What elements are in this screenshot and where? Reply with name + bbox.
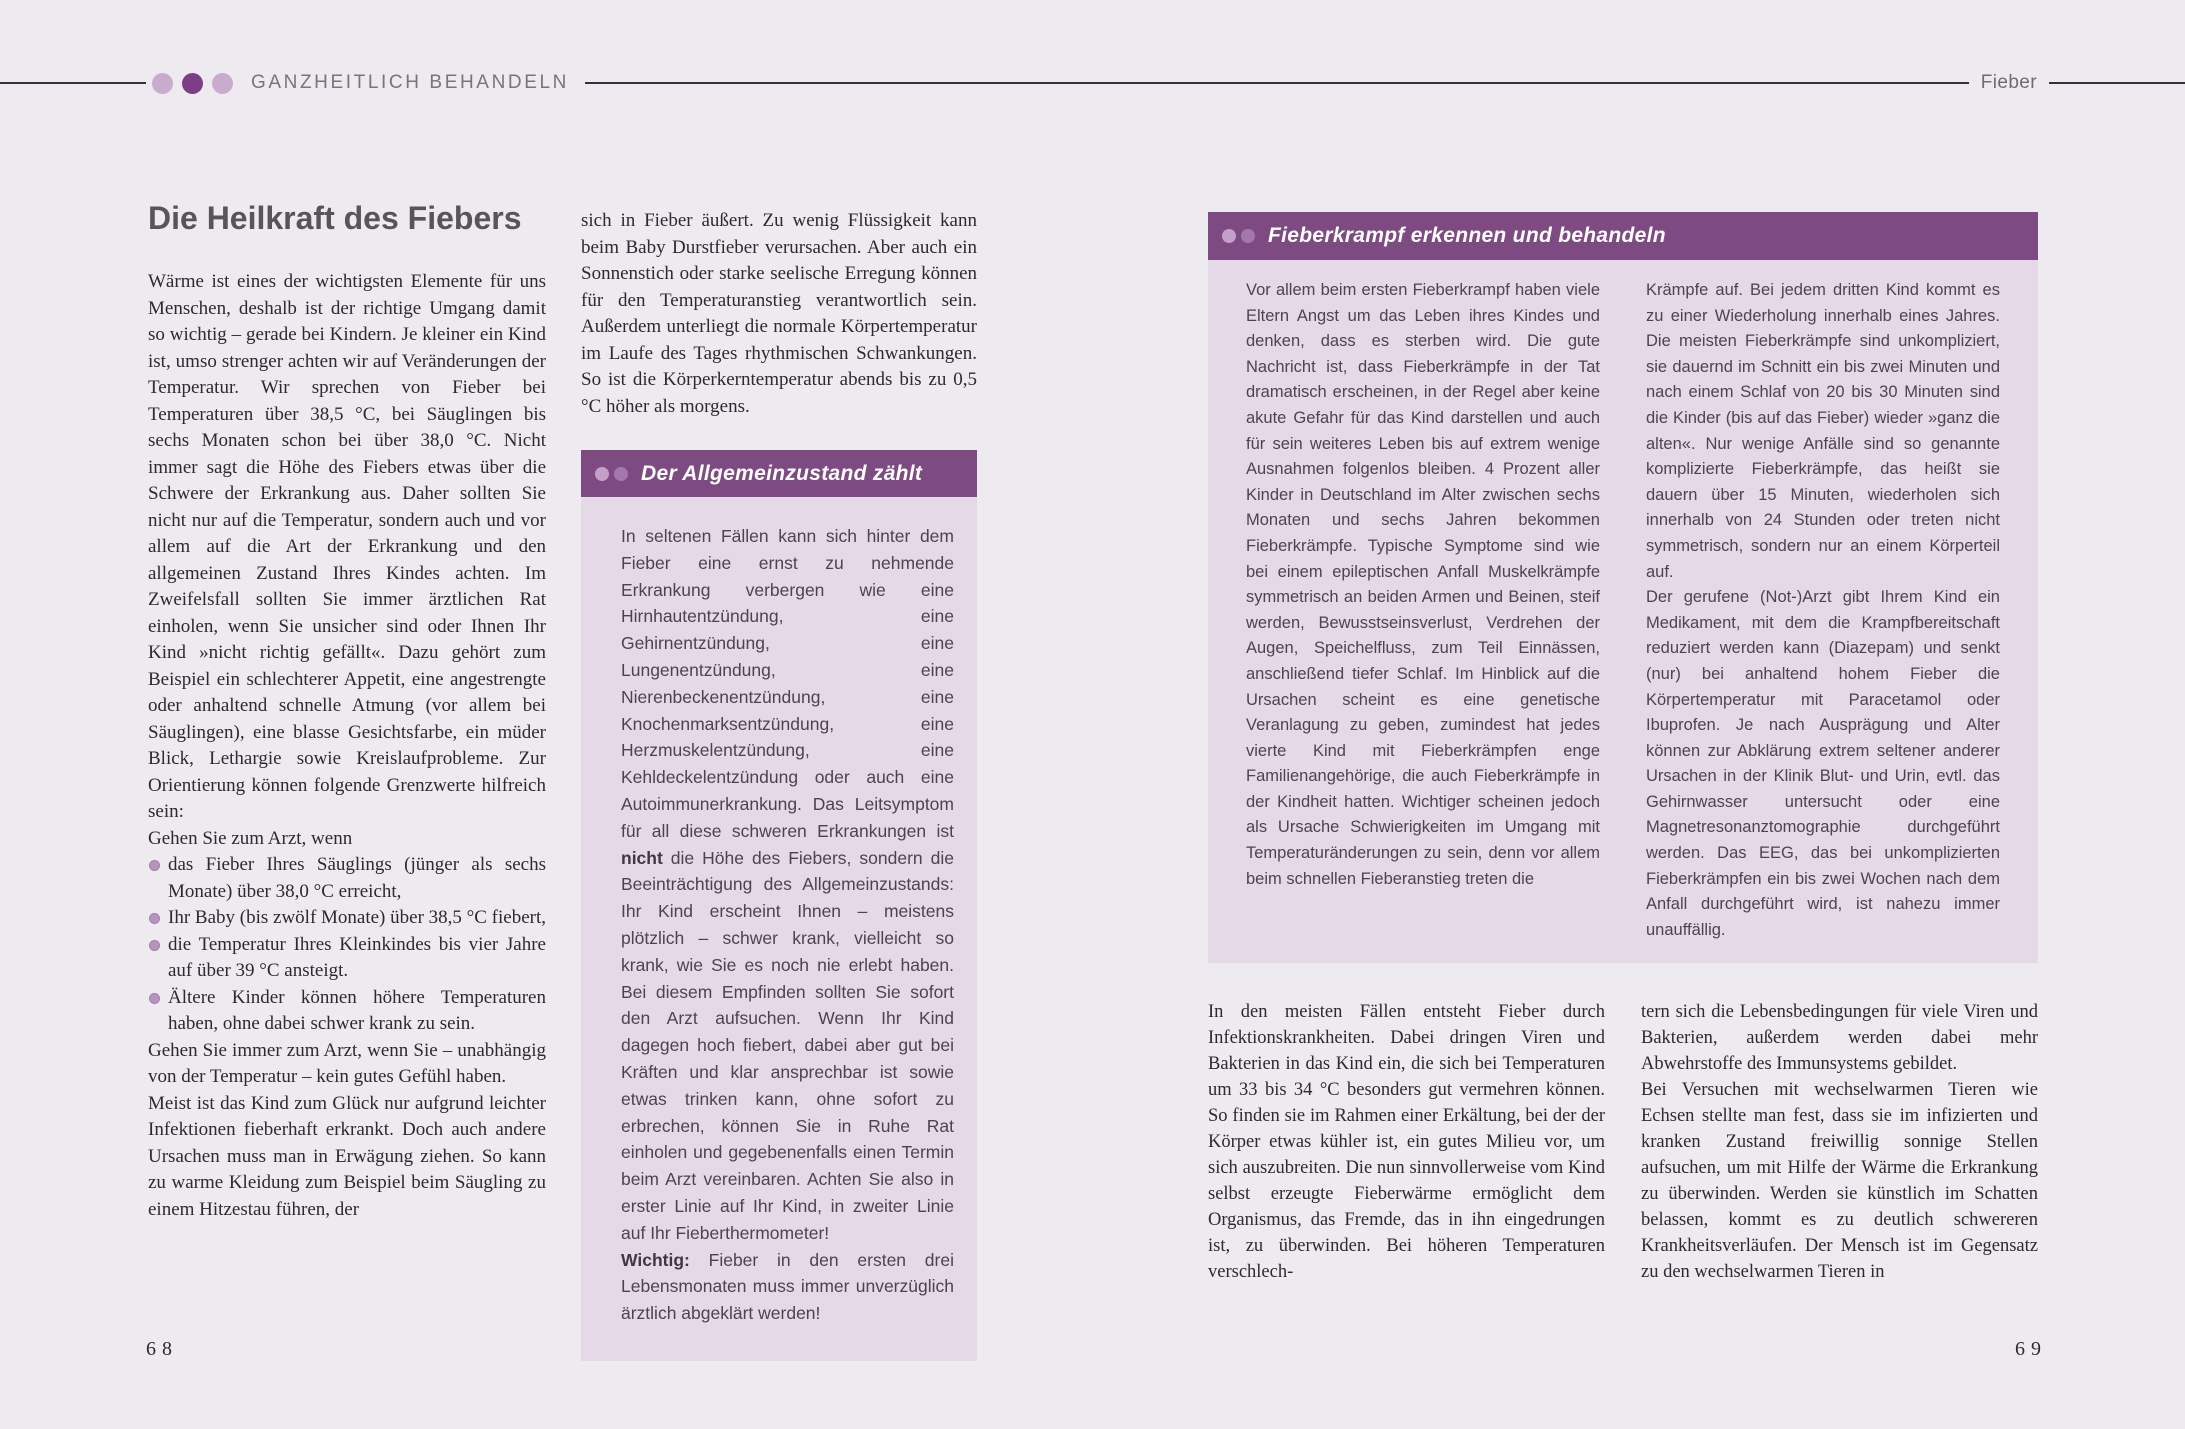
- running-head: [0, 70, 2185, 96]
- infobox-paragraph: Der gerufene (Not-)Arzt gibt Ihrem Kind ein Medikament, mit dem die Krampfbereitschaft reduziert werden kann (Diazepam) und senkt (nur) bei anhaltend hohem Fieber die Körpertemperatur mit Paracetamol oder Ibuprofen. Je nach Ausprägung und Alter können zur Abklärung extrem seltener anderer Ursachen in der Klinik Blut- und Urin, evtl. das Gehirnwasser untersucht oder eine Magnetresonanztomographie durchgeführt werden. Das EEG, das bei unkomplizierten Fieberkrämpfen ein bis zwei Wochen nach dem Anfall durchgeführt wird, ist nahezu immer unauffällig.: [1646, 588, 2000, 939]
- box-dot-icon: [595, 467, 609, 481]
- list-item-text: das Fieber Ihres Säuglings (jünger als sechs Monate) über 38,0 °C erreicht,: [168, 854, 546, 902]
- section-dot-icon: [212, 73, 233, 94]
- list-item-text: Ihr Baby (bis zwölf Monate) über 38,5 °C fiebert,: [168, 907, 546, 928]
- bullet-icon: [149, 993, 160, 1004]
- infobox-title: Der Allgemeinzustand zählt: [641, 461, 923, 485]
- list-item: [148, 852, 546, 905]
- infobox-column-2: [1646, 278, 2000, 943]
- list-item: [148, 985, 546, 1038]
- box-dot-icon: [1241, 229, 1255, 243]
- fever-limits-list: [148, 852, 546, 1038]
- infobox-title: Fieberkrampf erkennen und behandeln: [1268, 224, 1666, 247]
- body-paragraph: tern sich die Lebensbedingungen für viele Viren und Bakterien, außerdem werden dabei mehr Abwehrstoffe des Immunsystems gebildet.: [1641, 1002, 2038, 1075]
- page-title: Die Heilkraft des Fiebers: [148, 200, 522, 236]
- section-dot-icon: [152, 73, 173, 94]
- infobox-paragraph: [621, 523, 954, 1247]
- list-item-text: Ältere Kinder können höhere Temperaturen haben, ohne dabei schwer krank zu sein.: [168, 986, 546, 1034]
- infobox-bold-text: Wichtig:: [621, 1249, 690, 1270]
- list-item: [148, 932, 546, 985]
- infobox-column-1: [1246, 278, 1600, 943]
- left-page-column-2: [581, 208, 977, 1361]
- section-dot-icon: [182, 73, 203, 94]
- infobox-allgemeinzustand: [581, 450, 977, 1361]
- section-label: GANZHEITLICH BEHANDELN: [251, 72, 569, 93]
- infobox-body: [581, 497, 977, 1361]
- head-rule-middle: [585, 82, 1969, 84]
- body-paragraph: Wärme ist eines der wichtigsten Elemente für uns Menschen, deshalb ist der richtige Umgang damit so wichtig – gerade bei Kindern. Je kleiner ein Kind ist, umso strenger achten wir auf Veränderungen der Temperatur. Wir sprechen von Fieber bei Temperaturen über 38,5 °C, bei Säuglingen bis sechs Monaten schon bei über 38,0 °C. Nicht immer sagt die Höhe des Fiebers etwas über die Schwere der Erkrankung aus. Daher sollten Sie nicht nur auf die Temperatur, sondern auch und vor allem auf die Art der Erkrankung und den allgemeinen Zustand Ihres Kindes achten. Im Zweifelsfall sollten Sie immer ärztlichen Rat einholen, wenn Sie unsicher sind oder Ihnen Ihr Kind »nicht richtig gefällt«. Dazu gehört zum Beispiel ein schlechterer Appetit, eine angestrengte oder anhaltend schnelle Atmung (vor allem bei Säuglingen), eine blasse Gesichtsfarbe, ein müder Blick, Lethargie sowie Kreislaufprobleme. Zur Orientierung können folgende Grenzwerte hilfreich sein:: [148, 271, 546, 822]
- infobox-paragraph: [621, 1247, 954, 1327]
- bottom-column-1: [1208, 999, 1605, 1285]
- section-dots: [146, 73, 249, 94]
- body-paragraph: Bei Versuchen mit wechselwarmen Tieren wie Echsen stellte man fest, dass sie im infizierten und kranken Zustand freiwillig sonnige Stellen aufsuchen, um mit Hilfe der Wärme die Erkrankung zu überwinden. Werden sie künstlich im Schatten belassen, kommt es zu deutlich schwereren Krankheitsverläufen. Der Mensch ist im Gegensatz zu den wechselwarmen Tieren in: [1641, 1080, 2038, 1283]
- infobox-paragraph: Vor allem beim ersten Fieberkrampf haben viele Eltern Angst um das Leben ihres Kindes und denken, dass es sterben wird. Die gute Nachricht ist, dass Fieberkrämpfe in der Tat dramatisch erscheinen, in der Regel aber keine akute Gefahr für das Kind darstellen und auch für sein weiteres Leben bis auf extrem wenige Ausnahmen folgenlos bleiben. 4 Prozent aller Kinder in Deutschland im Alter zwischen sechs Monaten und sechs Jahren bekommen Fieberkrämpfe. Typische Symptome sind wie bei einem epileptischen Anfall Muskelkrämpfe symmetrisch an beiden Armen und Beinen, steif werden, Bewusstseinsverlust, Verdrehen der Augen, Speichelfluss, zum Teil Einnässen, anschließend tiefer Schlaf. Im Hinblick auf die Ursachen scheint es eine genetische Veranlagung zu geben, zumindest hat jedes vierte Kind mit Fieberkrämpfen enge Familienangehörige, die auch Fieberkrämpfe in der Kindheit hatten. Wichtiger scheinen jedoch als Ursache Schwierigkeiten im Umgang mit Temperaturänderungen zu sein, denn vor allem beim schnellen Fieberanstieg treten die: [1246, 281, 1600, 888]
- box-dot-icon: [1222, 229, 1236, 243]
- bottom-column-2: [1641, 999, 2038, 1285]
- page-number-left: 68: [146, 1338, 178, 1360]
- infobox-body: [1208, 260, 2038, 963]
- body-paragraph: In den meisten Fällen entsteht Fieber durch Infektionskrankheiten. Dabei dringen Viren und Bakterien in das Kind ein, die sich bei Temperaturen um 33 bis 34 °C besonders gut vermehren können. So finden sie im Rahmen einer Erkältung, bei der der Körper etwas kühler ist, ein gutes Milieu vor, um sich auszubreiten. Die nun sinnvollerweise vom Kind selbst erzeugte Fieberwärme ermöglicht dem Organismus, das Fremde, das in ihn eingedrungen ist, zu überwinden. Bei höheren Temperaturen verschlech-: [1208, 1002, 1605, 1283]
- head-rule-right: [2049, 82, 2185, 84]
- box-dot-icon: [614, 467, 628, 481]
- head-rule-left: [0, 82, 146, 84]
- bullet-icon: [149, 940, 160, 951]
- infobox-fieberkrampf: [1208, 212, 2038, 963]
- list-item-text: die Temperatur Ihres Kleinkindes bis vier Jahre auf über 39 °C ansteigt.: [168, 933, 546, 981]
- bullet-icon: [149, 860, 160, 871]
- infobox-paragraph: Krämpfe auf. Bei jedem dritten Kind kommt es zu einer Wiederholung innerhalb eines Jahres. Die meisten Fieberkrämpfe sind unkompliziert, sie dauernd im Schnitt ein bis zwei Minuten und nach einem Schlaf von 20 bis 30 Minuten sind die Kinder (bis auf das Fieber) wieder »ganz die alten«. Nur wenige Anfälle sind so genannte komplizierte Fieberkrämpfe, das heißt sie dauern über 15 Minuten, wiederholen sich innerhalb von 24 Stunden oder treten nicht symmetrisch, sondern nur an einem Körperteil auf.: [1646, 281, 2000, 581]
- infobox-header: [1208, 212, 2038, 260]
- body-paragraph: Meist ist das Kind zum Glück nur aufgrund leichter Infektionen fieberhaft erkrankt. Doch auch andere Ursachen muss man in Erwägung ziehen. So kann zu warme Kleidung zum Beispiel beim Säugling zu einem Hitzestau führen, der: [148, 1092, 546, 1220]
- list-intro: Gehen Sie zum Arzt, wenn: [148, 827, 353, 849]
- chapter-label: Fieber: [1980, 72, 2037, 93]
- bullet-icon: [149, 913, 160, 924]
- infobox-text: Fieber in den ersten drei Lebensmonaten muss immer unverzüglich ärztlich abgeklärt werden!: [621, 1249, 954, 1324]
- body-paragraph: Gehen Sie immer zum Arzt, wenn Sie – unabhängig von der Temperatur – kein gutes Gefühl haben.: [148, 1039, 546, 1087]
- infobox-text: die Höhe des Fiebers, sondern die Beeinträchtigung des Allgemeinzustands: Ihr Kind erscheint Ihnen – meistens plötzlich – schwer krank, vielleicht so krank, wie Sie es noch nie erlebt haben. Bei diesem Empfinden sollten Sie sofort den Arzt aufsuchen. Wenn Ihr Kind dagegen hoch fiebert, dabei aber gut bei Kräften und klar ansprechbar ist sowie etwas trinken kann, ohne sofort zu erbrechen, können Sie in Ruhe Rat einholen und gegebenenfalls einen Termin beim Arzt vereinbaren. Achten Sie also in erster Linie auf Ihr Kind, in zweiter Linie auf Ihr Fieberthermometer!: [621, 847, 954, 1243]
- left-page-column-1: [148, 200, 546, 1223]
- infobox-bold-text: nicht: [621, 847, 663, 868]
- right-page-bottom-columns: [1208, 999, 2038, 1285]
- infobox-header: [581, 450, 977, 497]
- right-page: [1208, 212, 2038, 1285]
- list-item: [148, 905, 546, 932]
- page-number-right: 69: [2015, 1338, 2047, 1360]
- body-paragraph: sich in Fieber äußert. Zu wenig Flüssigkeit kann beim Baby Durstfieber verursachen. Aber auch ein Sonnenstich oder starke seelische Erregung können für den Temperaturanstieg verantwortlich sein. Außerdem unterliegt die normale Körpertemperatur im Laufe des Tages rhythmischen Schwankungen. So ist die Körperkerntemperatur abends bis zu 0,5 °C höher als morgens.: [581, 210, 977, 417]
- infobox-text: In seltenen Fällen kann sich hinter dem Fieber eine ernst zu nehmende Erkrankung verbergen wie eine Hirnhautentzündung, eine Gehirnentzündung, eine Lungenentzündung, eine Nierenbeckenentzündung, eine Knochenmarksentzündung, eine Herzmuskelentzündung, eine Kehldeckelentzündung oder auch eine Autoimmunerkrankung. Das Leitsymptom für all diese schweren Erkrankungen ist: [621, 526, 954, 841]
